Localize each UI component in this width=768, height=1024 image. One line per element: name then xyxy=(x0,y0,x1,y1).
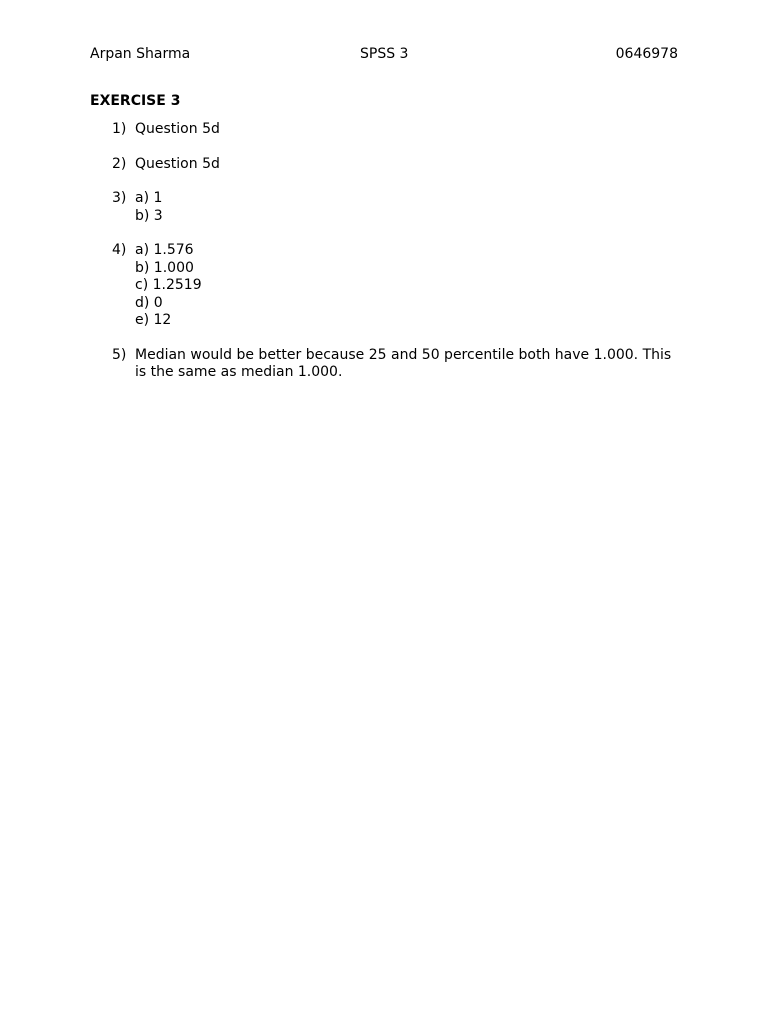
student-id: 0646978 xyxy=(615,46,678,62)
answer-line: b) 3 xyxy=(135,207,163,224)
answer-item-4 xyxy=(90,242,678,330)
answer-number: 4) xyxy=(112,242,127,258)
answer-line: Median would be better because 25 and 50 percentile both have 1.000. This xyxy=(135,346,672,363)
answer-line: e) 12 xyxy=(135,312,172,328)
answer-number: 5) xyxy=(112,346,127,363)
answer-list xyxy=(90,121,678,399)
page-header xyxy=(90,45,678,63)
answer-item-5 xyxy=(90,347,678,382)
answer-line: a) 1.576 xyxy=(135,242,194,258)
answer-line: Question 5d xyxy=(135,121,220,137)
answer-number: 2) xyxy=(112,155,127,172)
answer-line: c) 1.2519 xyxy=(135,277,202,293)
answer-line: d) 0 xyxy=(135,294,163,311)
answer-item-2 xyxy=(90,156,678,174)
student-name: Arpan Sharma xyxy=(90,46,191,62)
answer-item-3 xyxy=(90,190,678,225)
exercise-title: EXERCISE 3 xyxy=(90,93,181,109)
course-name: SPSS 3 xyxy=(360,46,409,62)
answer-line: Question 5d xyxy=(135,155,220,172)
answer-number: 3) xyxy=(112,190,127,206)
answer-line: is the same as median 1.000. xyxy=(135,364,343,380)
answer-item-1 xyxy=(90,121,678,139)
answer-number: 1) xyxy=(112,121,127,137)
answer-line: b) 1.000 xyxy=(135,259,194,276)
answer-line: a) 1 xyxy=(135,190,163,206)
